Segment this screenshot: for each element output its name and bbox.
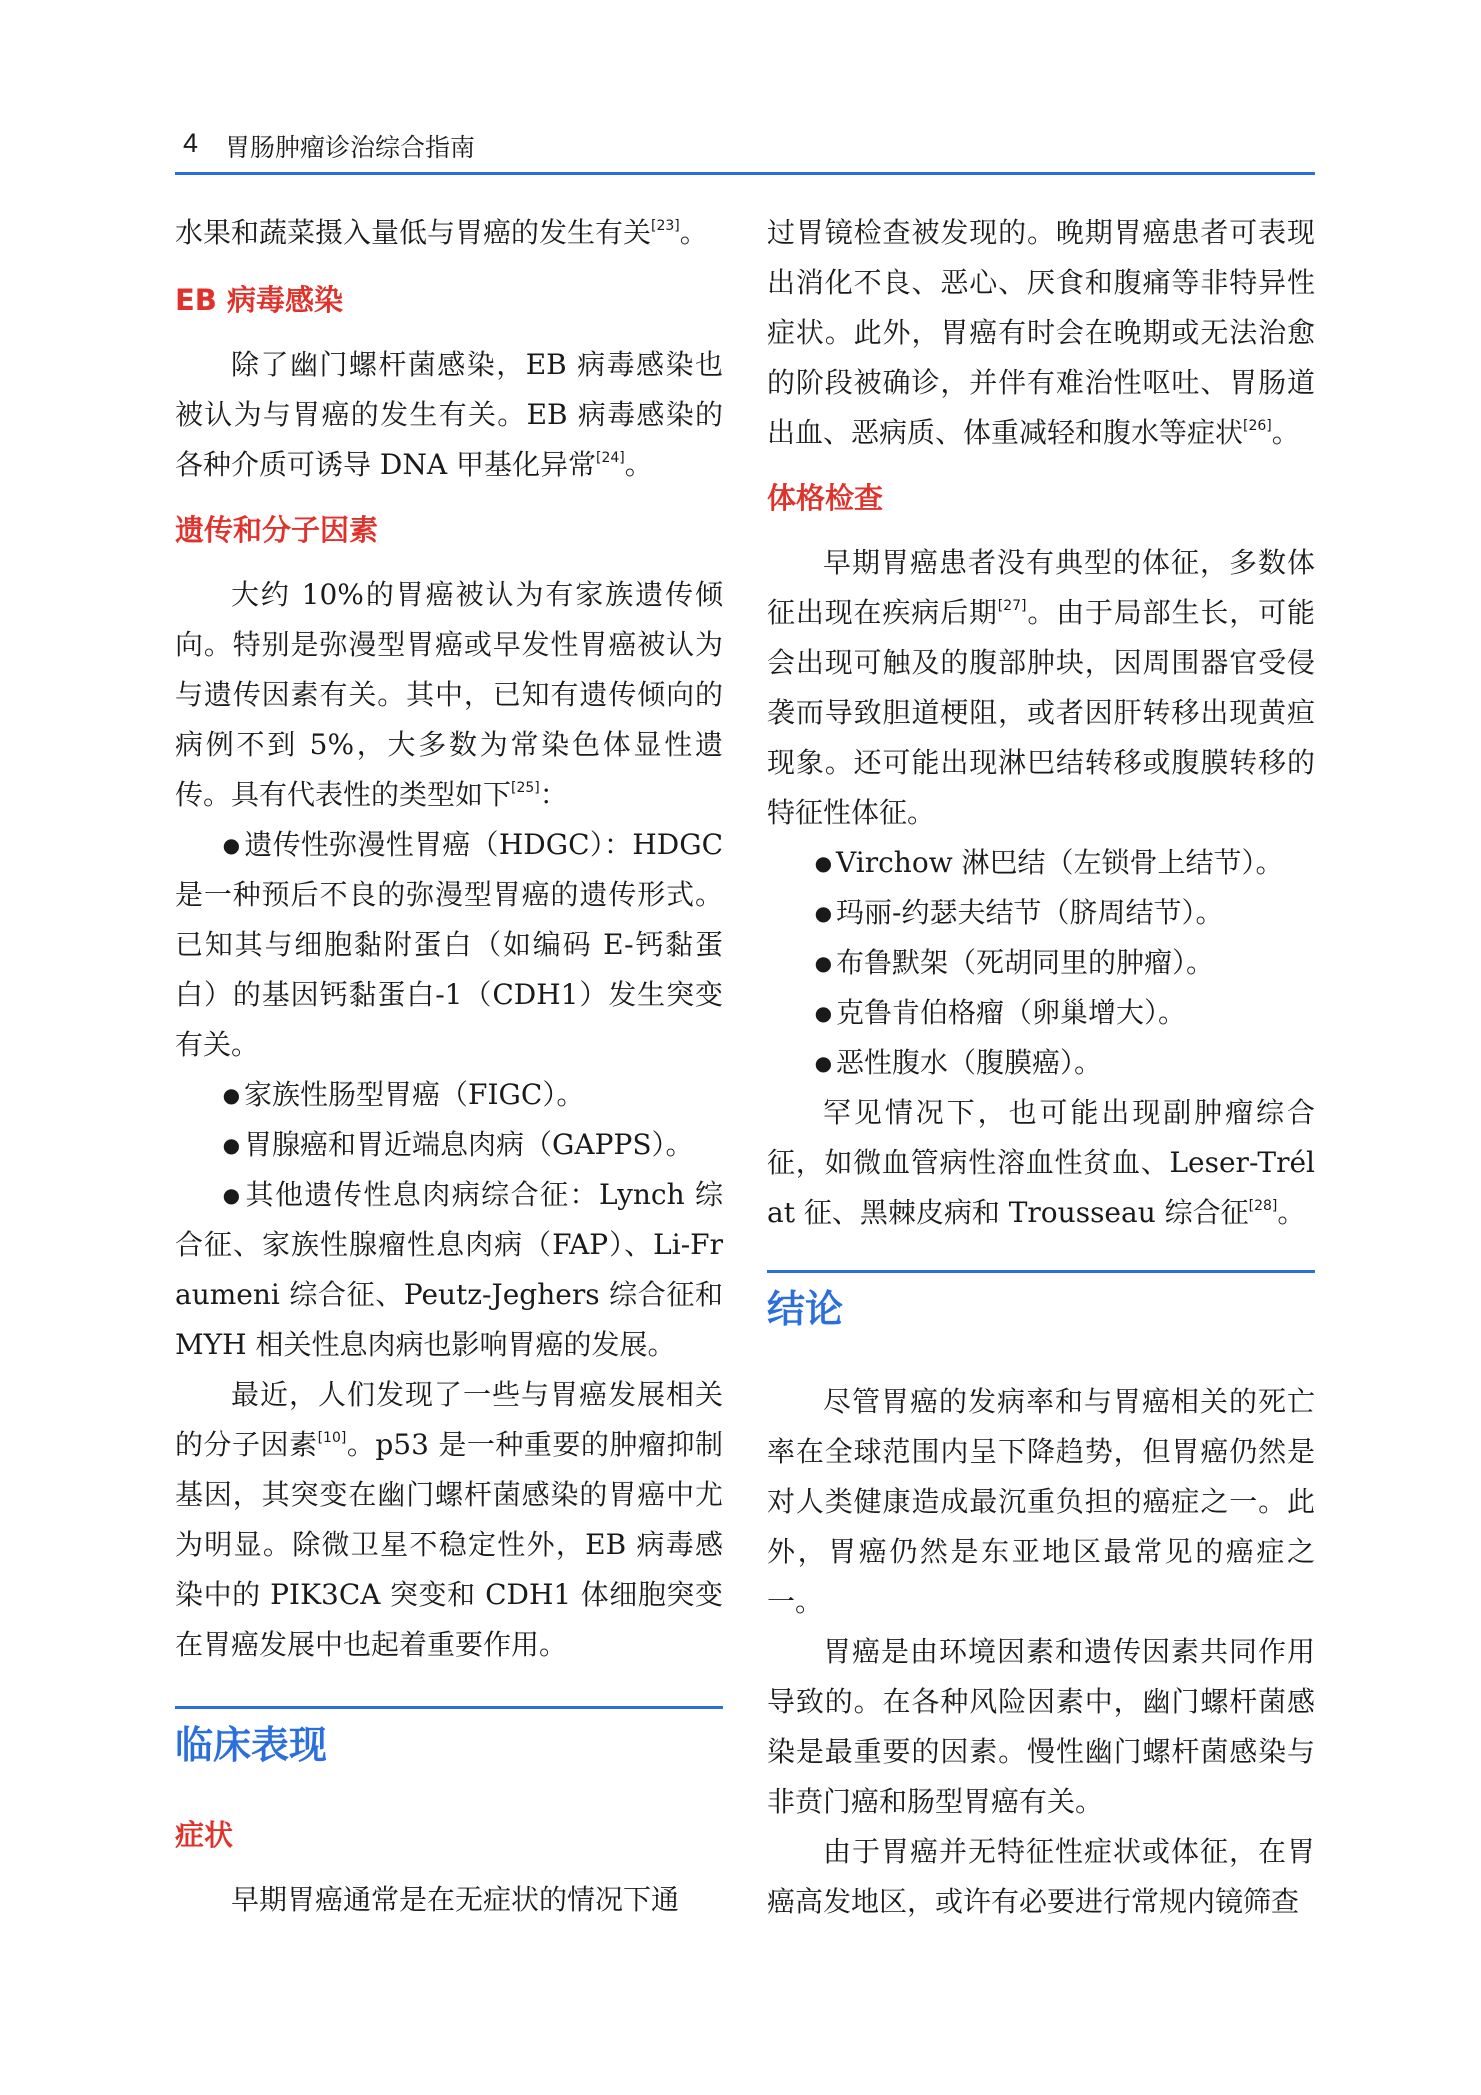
citation: [27] xyxy=(997,598,1027,614)
molecular-paragraph: 最近，人们发现了一些与胃癌发展相关的分子因素[10]。p53 是一种重要的肿瘤抑制基因，其突变在幽门螺杆菌感染的胃癌中尤为明显。除微卫星不稳定性外，EB 病毒感染中的 PIK3CA 突变和 CDH1 体细胞突变在胃癌发展中也起着重要作用。 xyxy=(175,1378,723,1661)
bullet-item: ● 遗传性弥漫性胃癌（HDGC）：HDGC 是一种预后不良的弥漫型胃癌的遗传形式。已知其与细胞黏附蛋白（如编码 E-钙黏蛋白）的基因钙黏蛋白-1（CDH1）发生突变有关。 xyxy=(175,828,723,1061)
bullet-dot-icon: ● xyxy=(814,851,833,875)
heading-physical-exam: 体格检查 xyxy=(767,481,884,515)
bullet-dot-icon: ● xyxy=(814,951,833,975)
exam-paragraph: 早期胃癌患者没有典型的体征，多数体征出现在疾病后期[27]。由于局部生长，可能会出现可触及的腹部肿块，因周围器官受侵袭而导致胆道梗阻，或者因肝转移出现黄疸现象。还可能出现淋巴结转移或腹膜转移的特征性体征。 xyxy=(767,546,1315,829)
left-column xyxy=(175,208,723,1925)
intro-paragraph: 水果和蔬菜摄入量低与胃癌的发生有关[23]。 xyxy=(175,216,708,249)
bullet-dot-icon: ● xyxy=(814,1051,833,1075)
symptoms-continued-paragraph: 过胃镜检查被发现的。晚期胃癌患者可表现出消化不良、恶心、厌食和腹痛等非特异性症状。此外，胃癌有时会在晚期或无法治愈的阶段被确诊，并伴有难治性呕吐、胃肠道出血、恶病质、体重减轻和腹水等症状[26]。 xyxy=(767,216,1315,449)
bullet-item: ● Virchow 淋巴结（左锁骨上结节）。 xyxy=(814,846,1284,879)
heading-genetic-factors: 遗传和分子因素 xyxy=(175,513,379,547)
bullet-item: ● 家族性肠型胃癌（FIGC）。 xyxy=(222,1078,585,1111)
bullet-dot-icon: ● xyxy=(814,1001,833,1025)
citation: [26] xyxy=(1243,418,1272,434)
bullet-item: ● 克鲁肯伯格瘤（卵巢增大）。 xyxy=(814,996,1187,1029)
heading-conclusion: 结论 xyxy=(767,1286,844,1331)
citation: [10] xyxy=(317,1430,347,1446)
bullet-item: ● 布鲁默架（死胡同里的肿瘤）。 xyxy=(814,946,1215,979)
eb-paragraph: 除了幽门螺杆菌感染，EB 病毒感染也被认为与胃癌的发生有关。EB 病毒感染的各种介质可诱导 DNA 甲基化异常[24]。 xyxy=(175,348,723,481)
conclusion-paragraph-3: 由于胃癌并无特征性症状或体征，在胃癌高发地区，或许有必要进行常规内镜筛查 xyxy=(767,1835,1315,1918)
genetic-paragraph: 大约 10%的胃癌被认为有家族遗传倾向。特别是弥漫型胃癌或早发性胃癌被认为与遗传因素有关。其中，已知有遗传倾向的病例不到 5%，大多数为常染色体显性遗传。具有代表性的类型如下[25]： xyxy=(175,578,723,811)
symptoms-paragraph: 早期胃癌通常是在无症状的情况下通 xyxy=(231,1883,680,1916)
bullet-dot-icon: ● xyxy=(222,1083,241,1107)
conclusion-paragraph-2: 胃癌是由环境因素和遗传因素共同作用导致的。在各种风险因素中，幽门螺杆菌感染是最重要的因素。慢性幽门螺杆菌感染与非贲门癌和肠型胃癌有关。 xyxy=(767,1635,1315,1818)
running-title: 胃肠肿瘤诊治综合指南 xyxy=(225,133,476,162)
bullet-dot-icon: ● xyxy=(222,833,241,857)
bullet-item: ● 胃腺癌和胃近端息肉病（GAPPS）。 xyxy=(222,1128,694,1161)
section-clinical xyxy=(175,1706,723,1775)
section-conclusion xyxy=(767,1270,1315,1339)
section-rule xyxy=(767,1270,1315,1273)
conclusion-paragraph-1: 尽管胃癌的发病率和与胃癌相关的死亡率在全球范围内呈下降趋势，但胃癌仍然是对人类健康造成最沉重负担的癌症之一。此外，胃癌仍然是东亚地区最常见的癌症之一。 xyxy=(767,1385,1315,1618)
bullet-item: ● 其他遗传性息肉病综合征：Lynch 综合征、家族性腺瘤性息肉病（FAP）、Li-Fraumeni 综合征、Peutz-Jeghers 综合征和 MYH 相关性息肉病也影响胃癌的发展。 xyxy=(175,1178,724,1361)
page-number: 4 xyxy=(183,128,199,158)
citation: [24] xyxy=(595,450,625,466)
heading-symptoms: 症状 xyxy=(175,1818,234,1852)
bullet-dot-icon: ● xyxy=(814,901,833,925)
citation: [28] xyxy=(1248,1198,1278,1214)
bullet-item: ● 玛丽-约瑟夫结节（脐周结节）。 xyxy=(814,896,1224,929)
citation: [23] xyxy=(651,218,680,234)
bullet-item: ● 恶性腹水（腹膜癌）。 xyxy=(814,1046,1103,1079)
header-rule xyxy=(175,172,1315,175)
bullet-dot-icon: ● xyxy=(222,1183,242,1207)
page-header xyxy=(175,128,1315,174)
right-column xyxy=(767,208,1315,1927)
heading-clinical-presentation: 临床表现 xyxy=(175,1722,328,1767)
bullet-dot-icon: ● xyxy=(222,1133,241,1157)
heading-eb-virus: EB 病毒感染 xyxy=(175,283,344,317)
paraneoplastic-paragraph: 罕见情况下，也可能出现副肿瘤综合征，如微血管病性溶血性贫血、Leser-Trélat 征、黑棘皮病和 Trousseau 综合征[28]。 xyxy=(767,1096,1315,1229)
citation: [25] xyxy=(511,780,540,796)
section-rule xyxy=(175,1706,723,1709)
